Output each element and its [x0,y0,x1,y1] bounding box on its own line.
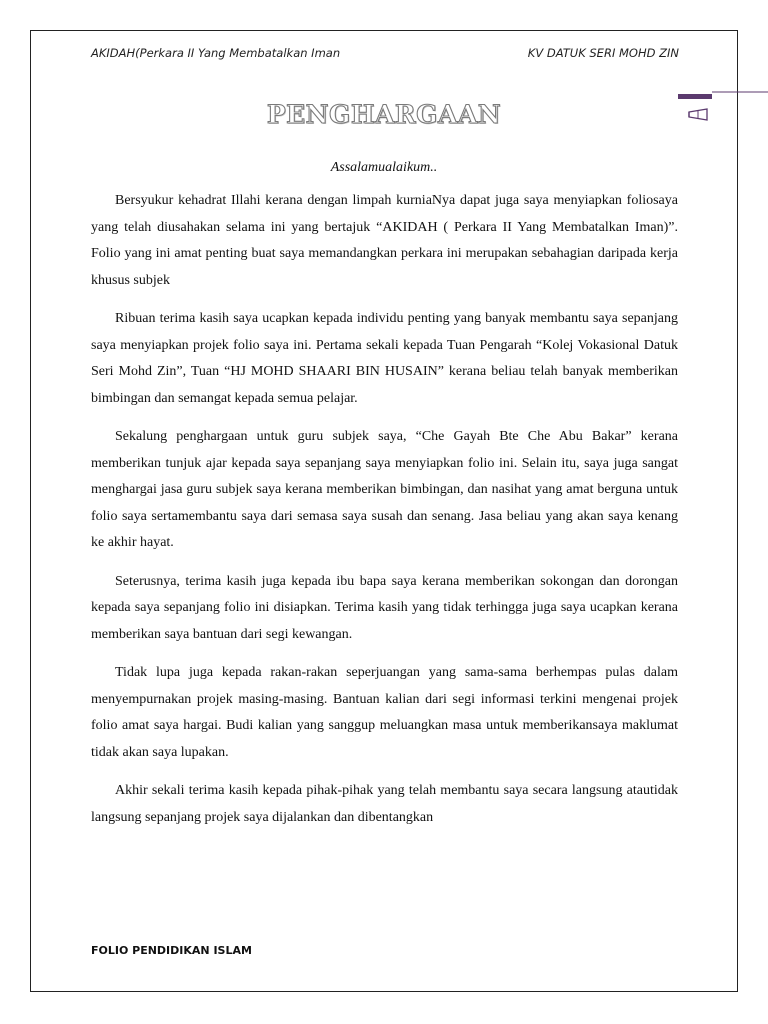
paragraph: Sekalung penghargaan untuk guru subjek saya, “Che Gayah Bte Che Abu Bakar” kerana memberikan tunjuk ajar kepada saya sepanjang saya menyiapkan folio ini. Selain itu, saya juga sangat menghargai jasa guru subjek saya kerana memberikan bimbingan, dan nasihat yang amat berguna untuk folio saya sertamembantu saya dari semasa saya susah dan senang. Jasa beliau yang akan saya kenang ke akhir hayat. [91,429,678,550]
page-footer: FOLIO PENDIDIKAN ISLAM [91,944,252,957]
page-header [91,46,679,60]
paragraph: Tidak lupa juga kepada rakan-rakan seperjuangan yang sama-sama berhempas pulas dalam menyempurnakan projek masing-masing. Bantuan kalian dari segi informasi terkini mengenai projek folio amat saya hargai. Budi kalian yang sanggup meluangkan masa untuk memberikansaya maklumat tidak akan saya lupakan. [91,665,678,760]
header-right: KV DATUK SERI MOHD ZIN [527,46,679,60]
greeting: Assalamualaikum.. [330,160,438,175]
body-text [91,188,678,843]
page-tab-icon[interactable] [678,90,768,130]
paragraph: Bersyukur kehadrat Illahi kerana dengan limpah kurniaNya dapat juga saya menyiapkan foliosaya yang telah diusahakan selama ini yang bertajuk “AKIDAH ( Perkara II Yang Membatalkan Iman)”. Folio yang ini amat penting buat saya memandangkan perkara ini merupakan sebahagian daripada kerja khusus subjek [91,193,678,288]
paragraph: Seterusnya, terima kasih juga kepada ibu bapa saya kerana memberikan sokongan dan dorongan kepada saya sepanjang folio ini disiapkan. Terima kasih yang tidak terhingga juga saya ucapkan kerana memberikan saya bantuan dari segi kewangan. [91,573,678,642]
header-left: AKIDAH(Perkara II Yang Membatalkan Iman [91,46,341,60]
paragraph: Akhir sekali terima kasih kepada pihak-pihak yang telah membantu saya secara langsung atautidak langsung sepanjang projek saya dijalankan dan dibentangkan [91,783,678,825]
page-title: PENGHARGAAN [266,100,502,129]
paragraph: Ribuan terima kasih saya ucapkan kepada individu penting yang banyak membantu saya sepanjang saya menyiapkan projek folio saya ini. Pertama sekali kepada Tuan Pengarah “Kolej Vokasional Datuk Seri Mohd Zin”, Tuan “HJ MOHD SHAARI BIN HUSAIN” kerana beliau telah banyak memberikan bimbingan dan semangat kepada semua pelajar. [91,311,678,406]
